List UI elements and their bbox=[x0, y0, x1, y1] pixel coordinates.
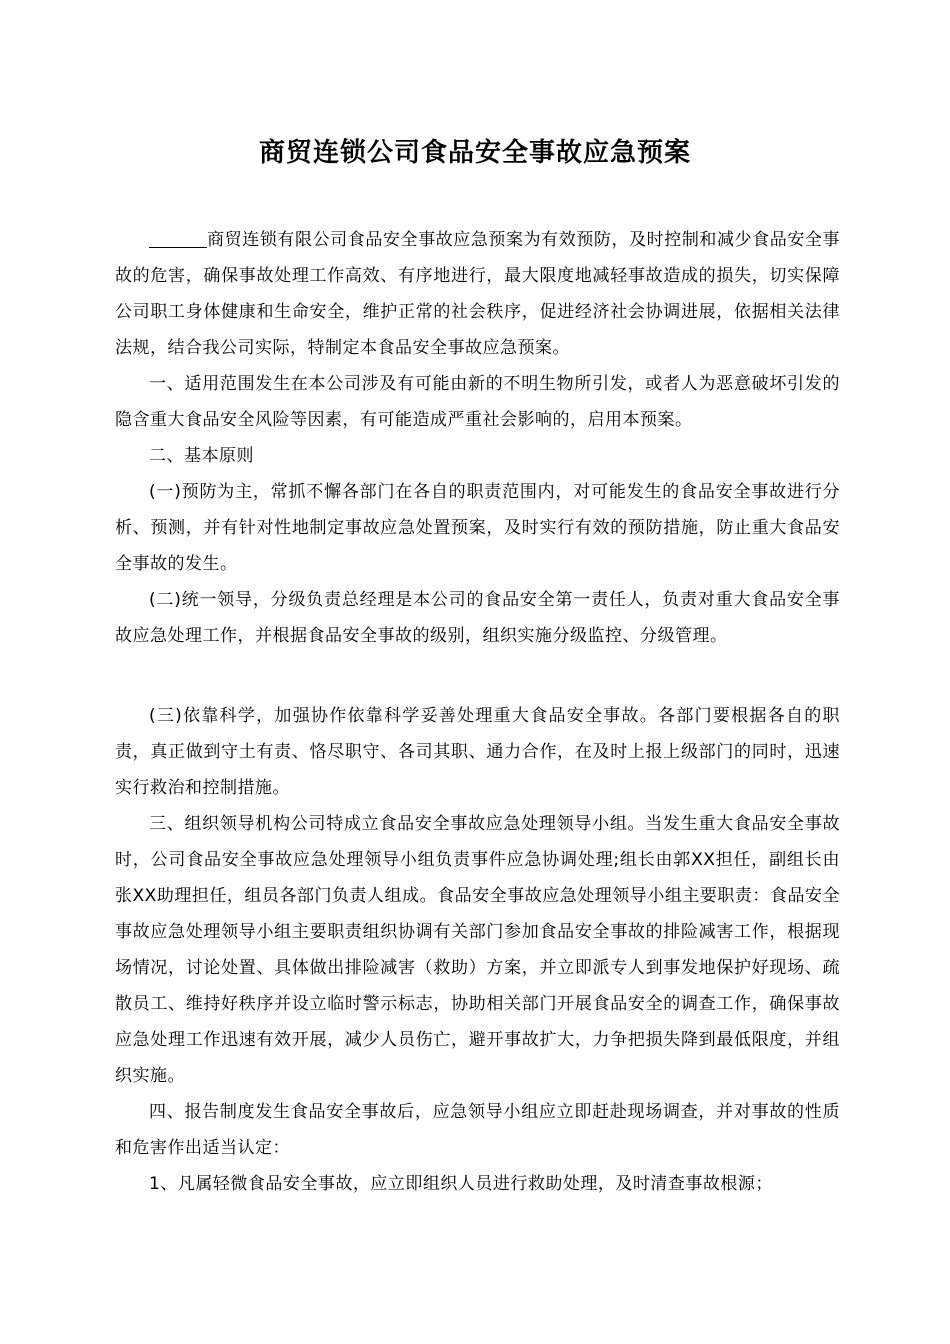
intro-blank-line bbox=[149, 227, 207, 248]
document-title: 商贸连锁公司食品安全事故应急预案 bbox=[258, 138, 691, 168]
paragraph-scope: 一、适用范围发生在本公司涉及有可能由新的不明生物所引发，或者人为恶意破坏引发的隐含重大食品安全风险等因素，有可能造成严重社会影响的，启用本预案。 bbox=[115, 374, 840, 430]
paragraph-reporting: 四、报告制度发生食品安全事故后，应急领导小组应立即赶赴现场调查，并对事故的性质和危害作出适当认定： bbox=[115, 1102, 840, 1158]
paragraph-gap bbox=[115, 654, 840, 698]
paragraph-principle-3: (三)依靠科学，加强协作依靠科学妥善处理重大食品安全事故。各部门要根据各自的职责，真正做到守土有责、恪尽职守、各司其职、通力合作，在及时上报上级部门的同时，迅速实行救治和控制措施。 bbox=[115, 706, 840, 798]
paragraph-intro bbox=[115, 222, 840, 366]
paragraph-principles-heading: 二、基本原则 bbox=[149, 446, 254, 466]
document-body bbox=[115, 222, 840, 1202]
paragraph-principle-2: (二)统一领导，分级负责总经理是本公司的食品安全第一责任人，负责对重大食品安全事故应急处理工作，并根据食品安全事故的级别，组织实施分级监控、分级管理。 bbox=[115, 590, 840, 646]
paragraph-intro-text: 商贸连锁有限公司食品安全事故应急预案为有效预防，及时控制和减少食品安全事故的危害，确保事故处理工作高效、有序地进行，最大限度地减轻事故造成的损失，切实保障公司职工身体健康和生命安全，维护正常的社会秩序，促进经济社会协调进展，依据相关法律法规，结合我公司实际，特制定本食品安全事故应急预案。 bbox=[115, 230, 840, 358]
paragraph-reporting-item-1: 1、凡属轻微食品安全事故，应立即组织人员进行救助处理，及时清查事故根源； bbox=[149, 1174, 773, 1194]
paragraph-principle-1: (一)预防为主，常抓不懈各部门在各自的职责范围内，对可能发生的食品安全事故进行分析、预测，并有针对性地制定事故应急处置预案，及时实行有效的预防措施，防止重大食品安全事故的发生。 bbox=[115, 482, 840, 574]
paragraph-organization: 三、组织领导机构公司特成立食品安全事故应急处理领导小组。当发生重大食品安全事故时，公司食品安全事故应急处理领导小组负责事件应急协调处理;组长由郭XX担任，副组长由张XX助理担任，组员各部门负责人组成。食品安全事故应急处理领导小组主要职责：食品安全事故应急处理领导小组主要职责组织协调有关部门参加食品安全事故的排险减害工作，根据现场情况，讨论处置、具体做出排险减害（救助）方案，并立即派专人到事发地保护好现场、疏散员工、维持好秩序并设立临时警示标志，协助相关部门开展食品安全的调查工作，确保事故应急处理工作迅速有效开展，减少人员伤亡，避开事故扩大，力争把损失降到最低限度，并组织实施。 bbox=[115, 814, 840, 1086]
